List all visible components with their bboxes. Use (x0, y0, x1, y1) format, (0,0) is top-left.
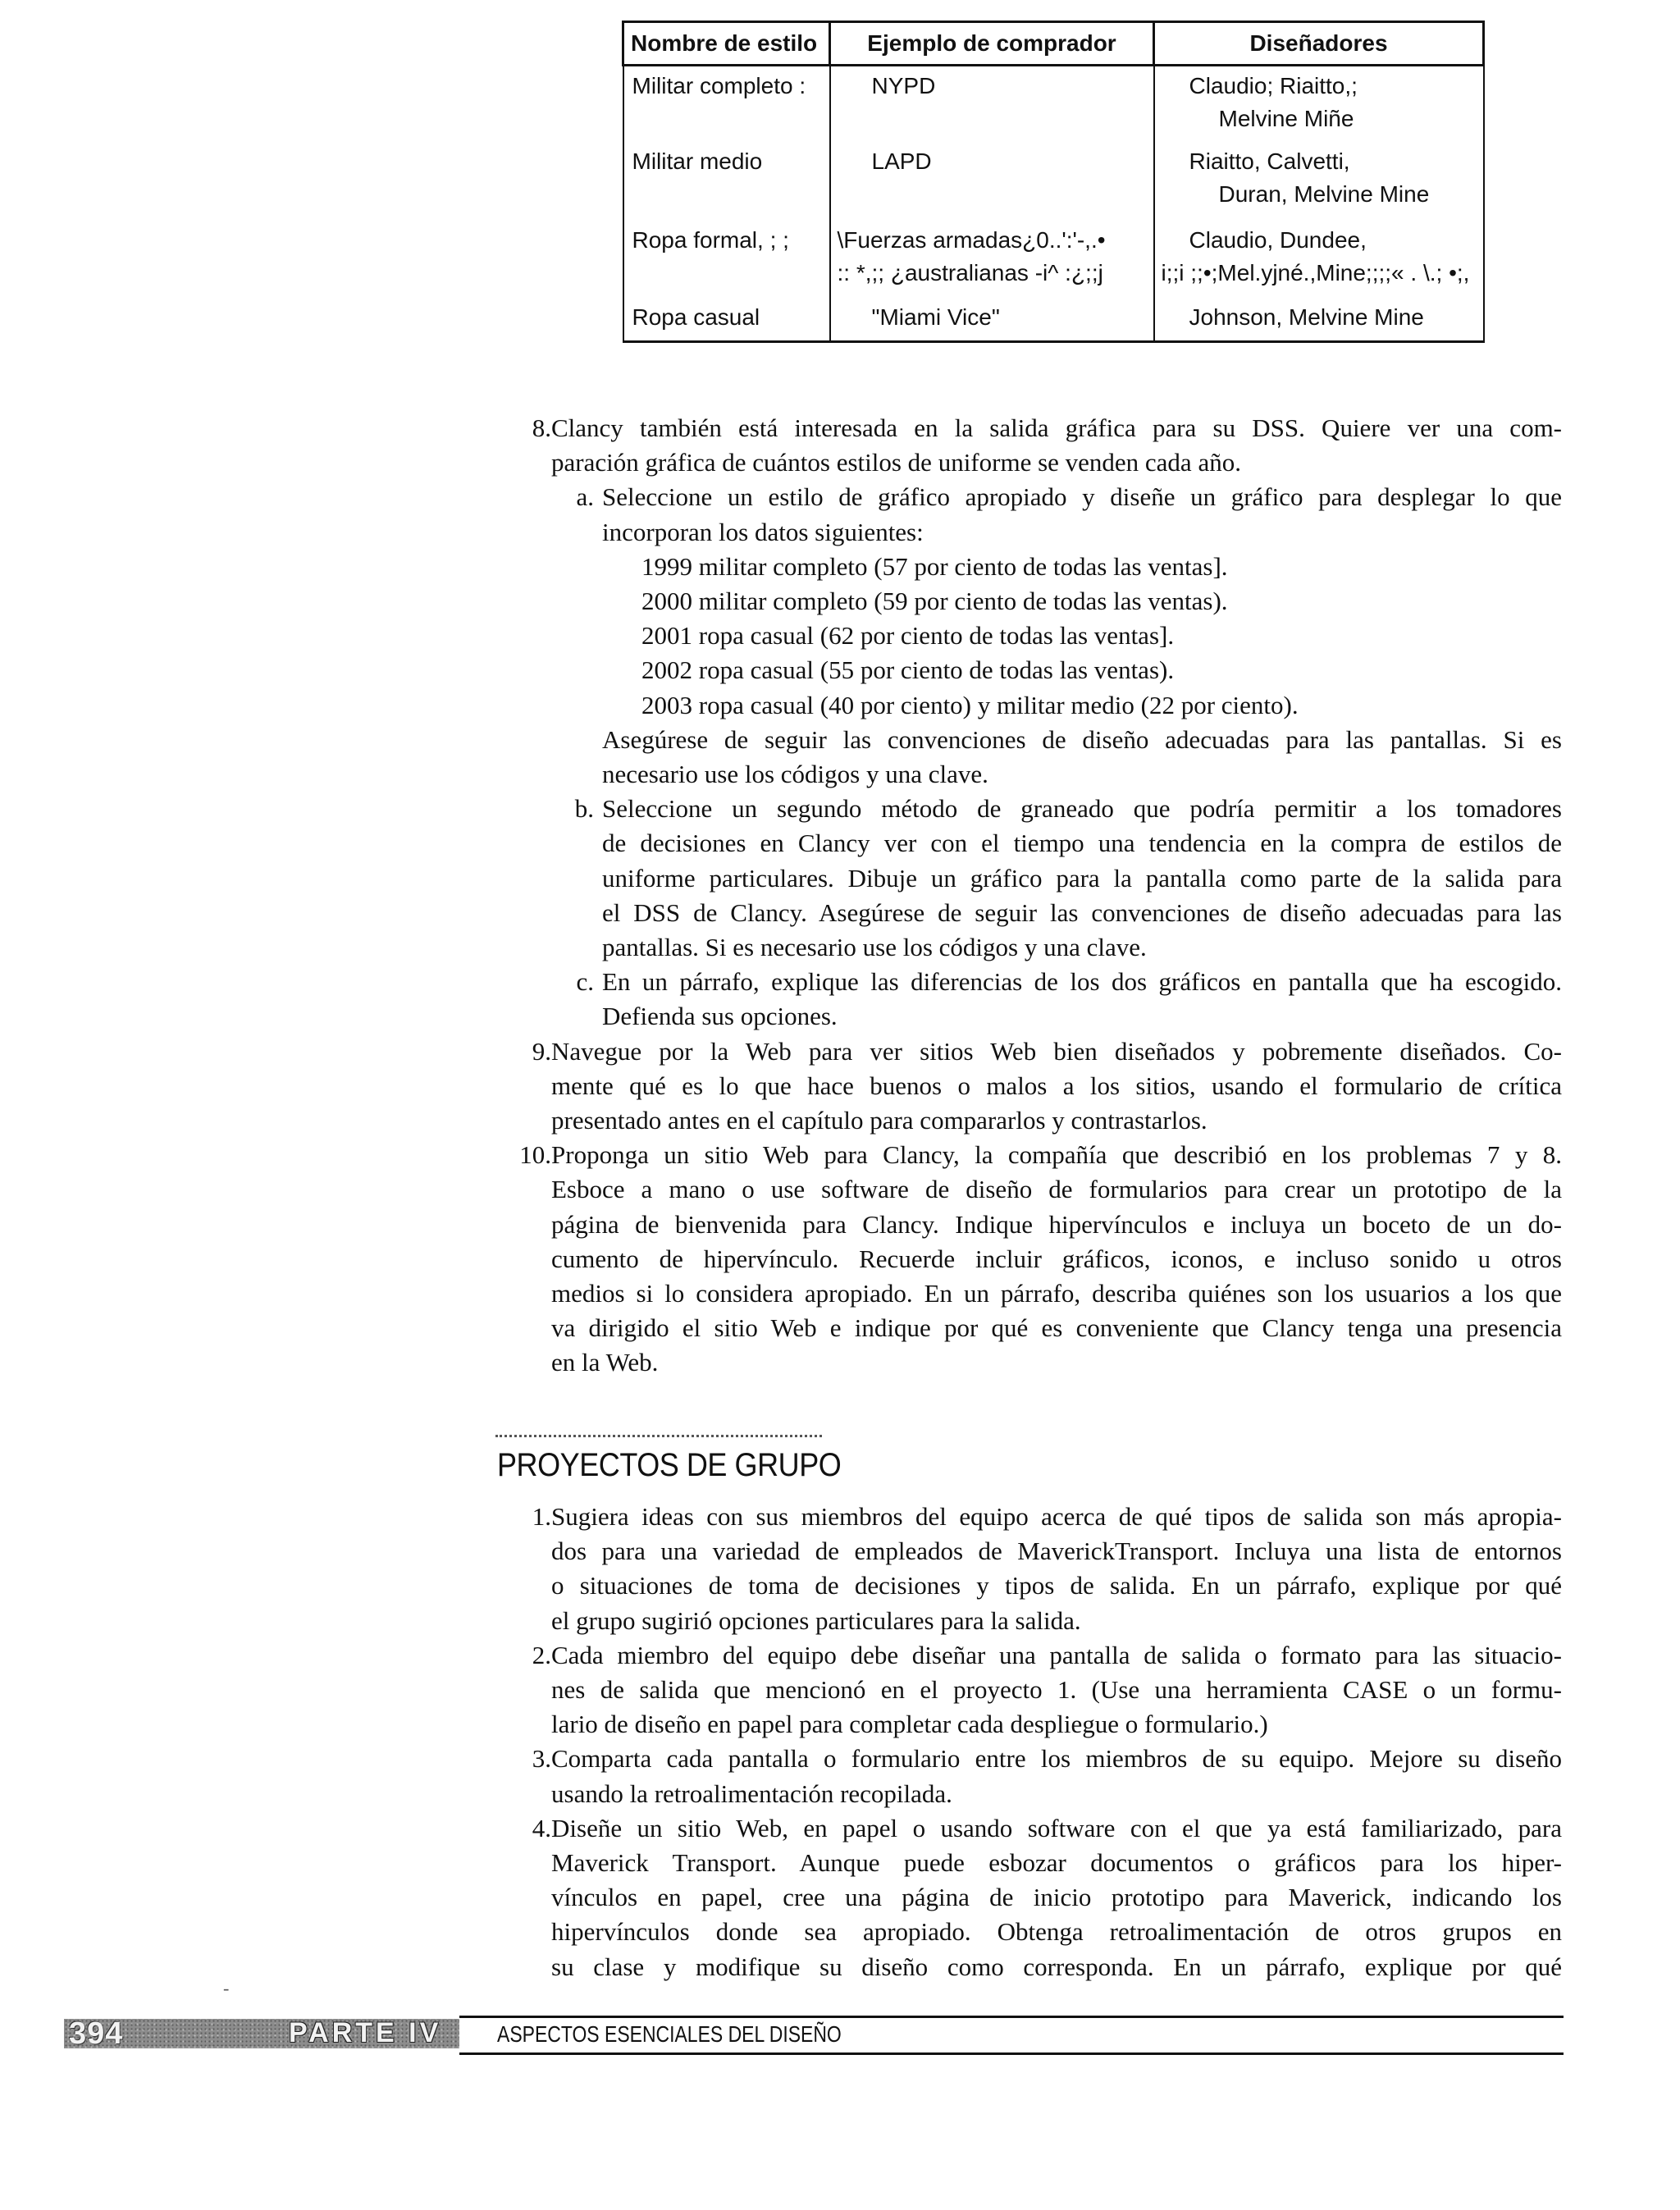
subitem-label: a. (576, 482, 594, 512)
problem-text-line: presentado antes en el capítulo para compararlos y contrastarlos. (551, 1106, 1208, 1135)
data-line: 2003 ropa casual (40 por ciento) y militar medio (22 por ciento). (641, 690, 1299, 719)
group-project-1 (532, 1500, 1562, 1638)
designers-line: Claudio, Dundee, (1189, 227, 1367, 253)
problem-text-line: Proponga un sitio Web para Clancy, la compañía que describió en los problemas 7 y 8. (551, 1140, 1562, 1170)
buyer-cell (830, 221, 1154, 298)
subitem-text-line: Seleccione un segundo método de graneado que podría permitir a los tomadores (602, 794, 1562, 824)
table-row (623, 66, 1484, 143)
project-number: 3. (532, 1744, 551, 1774)
subitem-text-line: uniforme particulares. Dibuje un gráfico para la pantalla como parte de la salida para (602, 863, 1562, 893)
style-name-cell: Ropa casual (623, 298, 830, 342)
project-text-line: usando la retroalimentación recopilada. (551, 1779, 952, 1808)
project-text-line: Comparta cada pantalla o formulario entre los miembros de su equipo. Mejore su diseño (551, 1744, 1562, 1774)
data-line: 2000 militar completo (59 por ciento de todas las ventas). (641, 587, 1228, 616)
subitem-a (576, 480, 1562, 792)
column-header-buyer: Ejemplo de comprador (830, 22, 1154, 66)
section-divider (495, 1435, 822, 1437)
style-name-cell: Militar completo : (623, 66, 830, 143)
table-row (623, 298, 1484, 342)
style-name-cell: Ropa formal, ; ; (623, 221, 830, 298)
page-number: 394 (69, 2016, 124, 2051)
designers-line: Riaitto, Calvetti, (1189, 148, 1350, 174)
subitem-text-line: el DSS de Clancy. Asegúrese de seguir las convenciones de diseño adecuadas para las (602, 897, 1562, 927)
project-text-line: hipervínculos donde sea apropiado. Obtenga retroalimentación de otros grupos en (551, 1917, 1562, 1947)
table-header-row (623, 22, 1484, 66)
footer-rule (459, 2052, 1564, 2055)
designers-line: Johnson, Melvine Mine (1189, 304, 1424, 330)
project-number: 1. (532, 1502, 551, 1531)
problem-text-line: mente qué es lo que hace buenos o malos a los sitios, usando el formulario de crítica (551, 1071, 1562, 1100)
problems-section (519, 411, 1562, 1381)
problem-text-line: Esboce a mano o use software de diseño de formularios para crear un prototipo de la (551, 1175, 1562, 1204)
column-header-style: Nombre de estilo (623, 22, 830, 66)
table-row (623, 221, 1484, 298)
problem-number: 10. (519, 1140, 551, 1170)
buyer-line: :: *,;; ¿australianas -i^ :¿;;j (837, 260, 1103, 285)
stray-mark: - (223, 1978, 230, 1998)
project-text-line: Diseñe un sitio Web, en papel o usando software con el que ya está familiarizado, para (551, 1813, 1562, 1842)
section-heading: PROYECTOS DE GRUPO (497, 1447, 842, 1483)
project-number: 4. (532, 1813, 551, 1842)
problem-8 (532, 411, 1562, 1034)
designers-line: Duran, Melvine Mine (1218, 181, 1430, 207)
project-text-line: o situaciones de toma de decisiones y tipos de salida. En un párrafo, explique por qué (551, 1571, 1562, 1600)
project-text-line: nes de salida que mencionó en el proyecto 1. (Use una herramienta CASE o un formu- (551, 1675, 1562, 1705)
problem-10 (519, 1138, 1562, 1380)
subitem-text-line: incorporan los datos siguientes: (602, 517, 924, 546)
problem-text-line: medios si lo considera apropiado. En un párrafo, describa quiénes son los usuarios a los que (551, 1279, 1562, 1308)
problem-9 (532, 1034, 1562, 1139)
project-text-line: Cada miembro del equipo debe diseñar una pantalla de salida o formato para las situacio- (551, 1640, 1562, 1669)
group-project-4 (532, 1811, 1562, 1984)
subitem-text-line: pantallas. Si es necesario use los códigos y una clave. (602, 933, 1147, 962)
subitem-text-line: Defienda sus opciones. (602, 1002, 838, 1031)
buyer-line: LAPD (871, 148, 932, 174)
problem-text-line: cumento de hipervínculo. Recuerde incluir gráficos, iconos, e incluso sonido u otros (551, 1244, 1562, 1273)
subitem-text-line: Seleccione un estilo de gráfico apropiado y diseñe un gráfico para desplegar lo que (602, 482, 1562, 512)
problem-text-line: Navegue por la Web para ver sitios Web bien diseñados y pobremente diseñados. Co- (551, 1036, 1562, 1066)
designers-line: Melvine Miñe (1218, 106, 1354, 131)
problem-text-line: página de bienvenida para Clancy. Indique hipervínculos e incluya un boceto de un do- (551, 1209, 1562, 1239)
subitem-c (576, 965, 1562, 1034)
project-text-line: vínculos en papel, cree una página de inicio prototipo para Maverick, indicando los (551, 1883, 1562, 1912)
subitem-b (574, 792, 1562, 965)
group-project-3 (532, 1742, 1562, 1810)
subitem-label: b. (574, 794, 594, 824)
subitem-text-line: de decisiones en Clancy ver con el tiempo una tendencia en la compra de estilos de (602, 829, 1562, 858)
problem-text-line: Clancy también está interesada en la salida gráfica para su DSS. Quiere ver una com- (551, 413, 1562, 442)
running-section-title: ASPECTOS ESENCIALES DEL DISEÑO (497, 2021, 842, 2047)
problem-text-line: paración gráfica de cuántos estilos de uniforme se venden cada año. (551, 448, 1241, 477)
project-text-line: dos para una variedad de empleados de MaverickTransport. Incluya una lista de entornos (551, 1536, 1562, 1566)
project-text-line: su clase y modifique su diseño como corresponda. En un párrafo, explique por qué (551, 1952, 1562, 1981)
subitem-text-line: necesario use los códigos y una clave. (602, 760, 988, 789)
data-line: 2001 ropa casual (62 por ciento de todas las ventas]. (641, 621, 1175, 651)
project-text-line: el grupo sugirió opciones particulares para la salida. (551, 1605, 1081, 1635)
part-label: PARTE IV (289, 2017, 442, 2048)
column-header-designers: Diseñadores (1154, 22, 1484, 66)
buyer-cell (830, 298, 1154, 342)
buyer-line: \Fuerzas armadas¿0..':'-,.• (837, 227, 1106, 253)
buyer-line: "Miami Vice" (871, 304, 1000, 330)
subitem-text-line: Asegúrese de seguir las convenciones de diseño adecuadas para las pantallas. Si es (602, 724, 1562, 754)
designers-cell (1154, 66, 1484, 143)
designers-cell (1154, 221, 1484, 298)
project-text-line: Sugiera ideas con sus miembros del equipo acerca de qué tipos de salida son más apropia- (551, 1502, 1562, 1531)
data-line: 2002 ropa casual (55 por ciento de todas las ventas). (641, 655, 1175, 685)
project-text-line: lario de diseño en papel para completar cada despliegue o formulario.) (551, 1710, 1268, 1739)
data-line: 1999 militar completo (57 por ciento de todas las ventas]. (641, 551, 1228, 581)
group-project-2 (532, 1638, 1562, 1742)
table-row (623, 142, 1484, 221)
buyer-cell (830, 142, 1154, 221)
group-projects-list (532, 1500, 1562, 1984)
project-text-line: Maverick Transport. Aunque puede esbozar documentos o gráficos para los hiper- (551, 1848, 1562, 1878)
designers-cell (1154, 298, 1484, 342)
subitem-label: c. (576, 967, 594, 997)
designers-cell (1154, 142, 1484, 221)
buyer-line: NYPD (871, 73, 936, 98)
subitem-text-line: En un párrafo, explique las diferencias de los dos gráficos en pantalla que ha escogido. (602, 967, 1562, 997)
problem-text-line: va dirigido el sitio Web e indique por qué es conveniente que Clancy tenga una presencia (551, 1313, 1562, 1343)
designers-line: i;;i ;;•;Mel.yjné.,Mine;;;;« . \.; •;, (1161, 260, 1470, 285)
problem-number: 9. (532, 1036, 551, 1066)
project-number: 2. (532, 1640, 551, 1669)
style-name-cell: Militar medio (623, 142, 830, 221)
uniform-styles-table (622, 21, 1485, 343)
buyer-cell (830, 66, 1154, 143)
problem-number: 8. (532, 413, 551, 442)
problem-text-line: en la Web. (551, 1348, 659, 1377)
designers-line: Claudio; Riaitto,; (1189, 73, 1358, 98)
